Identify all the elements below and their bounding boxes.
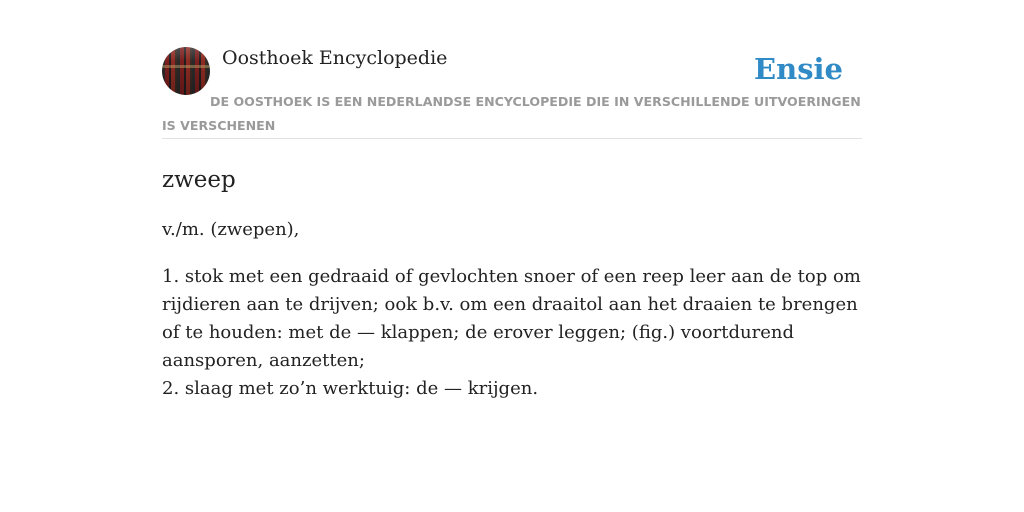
site-name-link[interactable]: Oosthoek Encyclopedie — [222, 47, 448, 69]
page-container — [162, 44, 862, 399]
encyclopedia-books-icon[interactable] — [162, 47, 210, 95]
ensie-logo-link[interactable]: Ensie — [754, 52, 843, 86]
definition-1: 1. stok met een gedraaid of gevlochten snoer of een reep leer aan de top om rijdieren aan te drijven; ook b.v. om een draaitol aan het draaien te brengen of te houden: met de — klappen; de erover leggen; (fig.) voortdurend aansporen, aanzetten; — [162, 266, 861, 371]
site-header — [162, 44, 862, 139]
entry-grammar: v./m. (zwepen), — [162, 219, 300, 240]
entry-title: zweep — [162, 167, 236, 193]
entry-definitions — [162, 263, 862, 403]
site-tagline: DE OOSTHOEK IS EEN NEDERLANDSE ENCYCLOPEDIE DIE IN VERSCHILLENDE UITVOERINGEN IS VERSCHENEN — [162, 94, 861, 133]
definition-2: 2. slaag met zo’n werktuig: de — krijgen. — [162, 378, 539, 399]
